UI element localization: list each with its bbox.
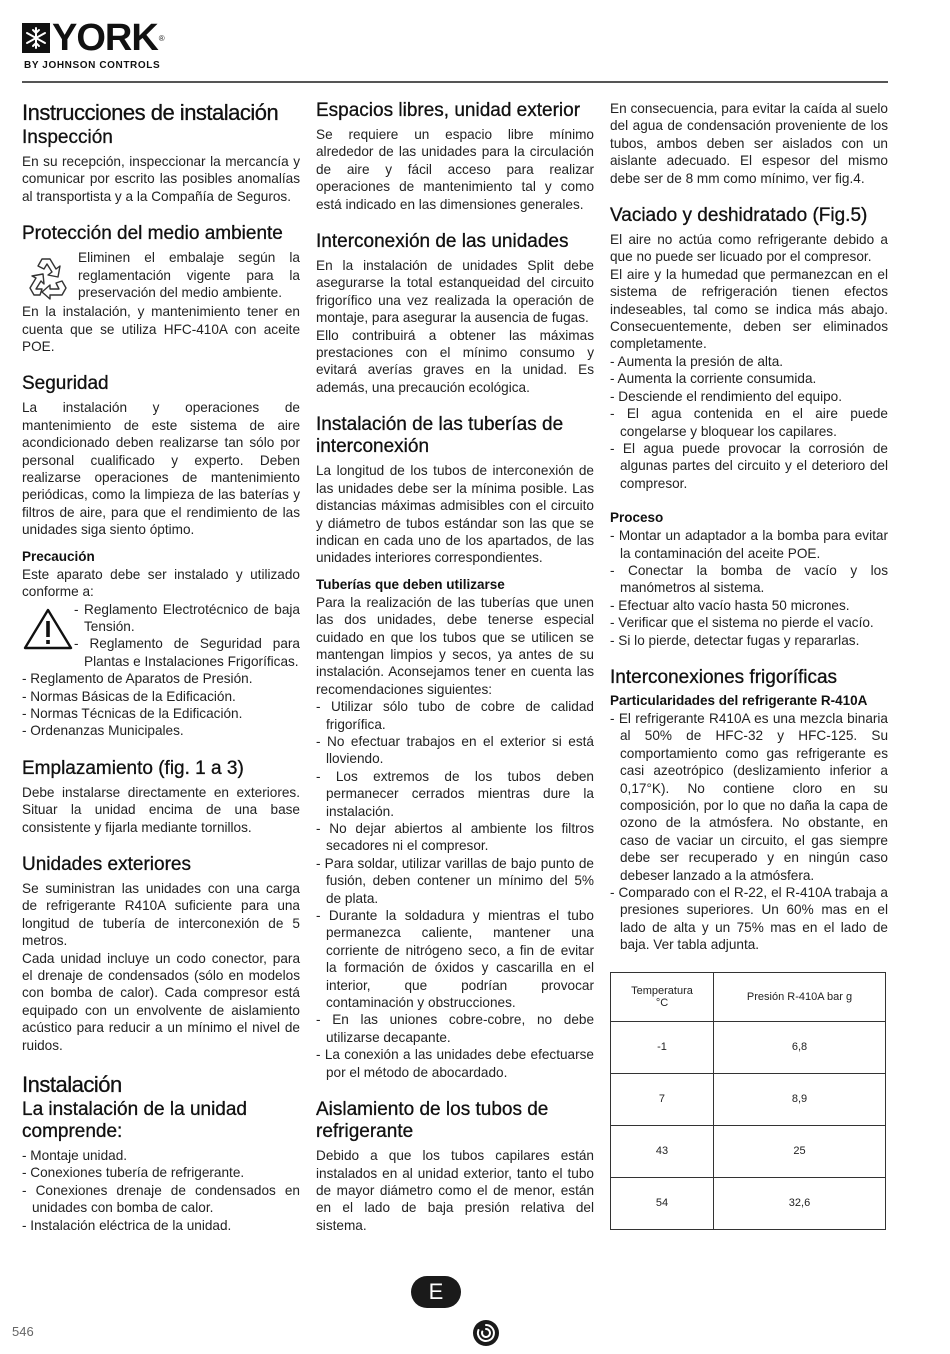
list-item: - Efectuar alto vacío hasta 50 micrones.	[610, 597, 850, 613]
list-item: - Verificar que el sistema no pierde el vacío.	[610, 615, 874, 631]
list-item: - Normas Técnicas de la Edificación.	[22, 705, 243, 721]
column-middle	[316, 100, 594, 1234]
recycle-icon	[22, 251, 74, 303]
paragraph-espacios: Se requiere un espacio libre mínimo alrededor de las unidades para la circulación de aire y fácil acceso para realizar operaciones de mantenimiento tal y como está indicado en las dimensiones generales.	[316, 127, 594, 212]
table-row	[611, 1177, 886, 1229]
list-item: - Normas Básicas de la Edificación.	[22, 688, 236, 704]
paragraph-precaucion: Este aparato debe ser instalado y utilizado conforme a:	[22, 566, 300, 600]
paragraph-proteccion-2: En la instalación, y mantenimiento tener en cuenta que se utiliza HFC-410A con aceite POE.	[22, 304, 300, 355]
paragraph-interconexion-1: En la instalación de unidades Split debe asegurarse la total estanqueidad del circuito frigorífico una vez realizada la operación de montaje, para asegurar la ausencia de fugas.	[316, 258, 594, 326]
section-title-instalacion: Instalación	[22, 1072, 122, 1098]
precaucion-list	[22, 670, 300, 740]
cell-temperature: 54	[611, 1177, 714, 1229]
section-heading-emplazamiento: Emplazamiento (fig. 1 a 3)	[22, 757, 244, 779]
paragraph-unidades-1: Se suministran las unidades con una carga de refrigerante R410A suficiente para una longitud de tubería de interconexión de 5 metros.	[22, 880, 300, 949]
list-item: - Utilizar sólo tubo de cobre de calidad frigorífica.	[316, 699, 594, 732]
precaucion-icon-list	[74, 601, 300, 671]
cell-pressure: 8,9	[713, 1073, 885, 1125]
paragraph-vaciado-2: El aire y la humedad que permanezcan en el sistema de refrigeración tienen efectos indeseables, tal como se indica más abajo. Consecuentemente, deben ser eliminados completamente.	[610, 266, 888, 352]
list-item: - Aumenta la corriente consumida.	[610, 371, 817, 387]
cell-temperature: -1	[611, 1021, 714, 1073]
list-item: - Los extremos de los tubos deben permanecer cerrados mientras dure la instalación.	[316, 768, 594, 819]
list-item: - El agua contenida en el aire puede congelarse y bloquear los capilares.	[610, 406, 888, 439]
list-item: - Conexiones tubería de refrigerante.	[22, 1165, 245, 1181]
list-item: - Para soldar, utilizar varillas de bajo punto de fusión, deben contener un mínimo del 5% de plata.	[316, 855, 594, 906]
section-heading-tuberias: Instalación de las tuberías de interconexión	[316, 414, 564, 458]
vaciado-list	[610, 353, 888, 492]
brand-subtitle: BY JOHNSON CONTROLS	[24, 60, 161, 71]
section-heading-proteccion: Protección del medio ambiente	[22, 223, 283, 245]
cell-pressure: 32,6	[713, 1177, 885, 1229]
list-item: - La conexión a las unidades debe efectuarse por el método de abocardado.	[316, 1047, 594, 1080]
section-heading-frigorificas: Interconexiones frigoríficas	[610, 666, 838, 688]
list-item: - No efectuar trabajos en el exterior si está lloviendo.	[316, 733, 594, 767]
language-badge: E	[411, 1276, 461, 1308]
list-item: - El agua puede provocar la corrosión de algunas partes del circuito y el deterioro del compresor.	[610, 440, 888, 491]
paragraph-aislamiento: Debido a que los tubos capilares están instalados en al unidad exterior, tanto el tubo de mayor diámetro como el de menor, están en el lado de baja presión relativa del sistema.	[316, 1148, 594, 1233]
cell-pressure: 6,8	[713, 1021, 885, 1073]
paragraph-consecuencia: En consecuencia, para evitar la caída al suelo del agua de condensación proveniente de los tubos, ambos deben ser aislados con un aislante adecuado. El espesor del mismo debe ser de 8 mm como mínimo, ver fig.4.	[610, 101, 888, 186]
table-row	[611, 1125, 886, 1177]
section-heading-inspeccion: Inspección	[22, 127, 113, 148]
utilizarse-list	[316, 698, 594, 1081]
list-item: - Instalación eléctrica de la unidad.	[22, 1217, 232, 1233]
list-item: - No dejar abiertos al ambiente los filtros secadores ni el compresor.	[316, 821, 594, 854]
column-right	[610, 100, 888, 1230]
list-item: - Reglamento Electrotécnico de baja Tensión.	[74, 601, 300, 634]
section-heading-comprende: La instalación de la unidad comprende:	[22, 1099, 248, 1143]
list-item: - Aumenta la presión de alta.	[610, 353, 784, 369]
cell-pressure: 25	[713, 1125, 885, 1177]
header-divider	[22, 81, 888, 83]
registered-mark: ®	[158, 33, 165, 43]
list-item: - En las uniones cobre-cobre, no debe utilizarse decapante.	[316, 1012, 594, 1045]
paragraph-interconexion-2: Ello contribuirá a obtener las máximas prestaciones con el mínimo consumo y evitará averías graves en la unidad. Es además, una precaución ecológica.	[316, 327, 594, 395]
list-item: - Durante la soldadura y mientras el tubo permanezca caliente, mantener una corriente de nitrógeno seco, a fin de evitar la formación de óxidos y cascarilla en el interior, que podrían provocar contaminación y obstrucciones.	[316, 908, 594, 1011]
list-item: - Desciende el rendimiento del equipo.	[610, 388, 842, 404]
york-logo	[22, 17, 165, 59]
snowflake-logo-icon	[22, 23, 50, 53]
header-temperature-label: Temperatura	[631, 984, 693, 997]
paragraph-seguridad: La instalación y operaciones de mantenimiento de este sistema de aire acondicionado deben realizarse tan sólo por personal cualificado y experto. Deben realizarse operaciones de mantenimiento periódicas, como la limpieza de las baterías y filtros de aire, para que el rendimiento de las unidades siga siento óptimo.	[22, 400, 300, 538]
paragraph-emplazamiento: Debe instalarse directamente en exteriores. Situar la unidad encima de una base consistente y fijarla mediante tornillos.	[22, 784, 300, 835]
section-heading-seguridad: Seguridad	[22, 373, 109, 395]
list-item: - Ordenanzas Municipales.	[22, 723, 184, 739]
list-item: - El refrigerante R410A es una mezcla binaria al 50% de HFC-32 y HFC-125. Su comportamiento como gas refrigerante es casi azeotrópico (deslizamiento inferior a 0,17°K). No contiene cloro en su composición, por lo que no daña la capa de ozono de la atmósfera. No obstante, en caso de vaciar un circuito, el gas siempre debe ser recuperado y en ningún caso debeser lanzado a la atmósfera.	[610, 710, 888, 883]
list-item: - Reglamento de Seguridad para Plantas e Instalaciones Frigoríficas.	[74, 636, 300, 669]
spiral-icon	[472, 1319, 500, 1347]
warning-triangle-icon	[22, 607, 74, 651]
table-header-row	[611, 972, 886, 1021]
page-title: Instrucciones de instalación	[22, 100, 279, 125]
list-item: - Conexiones drenaje de condensados en unidades con bomba de calor.	[22, 1182, 300, 1216]
section-heading-vaciado: Vaciado y deshidratado (Fig.5)	[610, 205, 868, 227]
paragraph-vaciado-1: El aire no actúa como refrigerante debido a que no puede ser licuado por el compresor.	[610, 232, 888, 265]
proceso-list	[610, 527, 888, 649]
subheading-proceso: Proceso	[610, 510, 664, 526]
page-header	[22, 17, 888, 84]
paragraph-unidades-2: Cada unidad incluye un codo conector, para el drenaje de condensados (sólo en modelos con bomba de calor). Cada compresor está equipado con un envolvente de aislamiento acústico para reducir a un mínimo el nivel de ruidos.	[22, 950, 300, 1053]
list-item: - Montar un adaptador a la bomba para evitar la contaminación del aceite POE.	[610, 528, 888, 561]
table-row	[611, 1021, 886, 1073]
header-pressure: Presión R-410A bar g	[713, 972, 885, 1021]
recycle-block	[22, 249, 300, 303]
warning-block	[22, 601, 300, 671]
header-temperature	[611, 972, 714, 1021]
list-item: - Conectar la bomba de vacío y los manómetros al sistema.	[610, 562, 888, 596]
cell-temperature: 7	[611, 1073, 714, 1125]
paragraph-inspeccion: En su recepción, inspeccionar la mercancía y comunicar por escrito las posibles anomalías al transportista y a la Compañía de Seguros.	[22, 154, 300, 204]
cell-temperature: 43	[611, 1125, 714, 1177]
paragraph-proteccion-1: Eliminen el embalaje según la reglamentación vigente para la preservación del medio ambiente.	[78, 250, 300, 301]
header-temperature-unit: °C	[655, 996, 669, 1009]
column-left	[22, 100, 300, 1234]
paragraph-tuberias: La longitud de los tubos de interconexión de las unidades debe ser la mínima posible. Las distancias máximas admisibles con el circuito y diámetro de tubos estándar son las que se indican en cada uno de los apartados, de las unidades interiores correspondientes.	[316, 463, 594, 566]
pressure-table	[610, 972, 886, 1230]
particularidades-list	[610, 710, 888, 954]
section-heading-unidades: Unidades exteriores	[22, 853, 191, 875]
list-item: - Si lo pierde, detectar fugas y repararlas.	[610, 632, 860, 648]
list-item: - Reglamento de Aparatos de Presión.	[22, 671, 253, 687]
comprende-list	[22, 1147, 300, 1234]
brand-name: YORK	[52, 17, 158, 59]
subheading-utilizarse: Tuberías que deben utilizarse	[316, 576, 505, 592]
list-item: - Comparado con el R-22, el R-410A trabaja a presiones superiores. Un 60% mas en el lado de alta y un 75% mas en el lado de baja. Ver tabla adjunta.	[610, 885, 888, 953]
section-heading-aislamiento: Aislamiento de los tubos de refrigerante	[316, 1099, 549, 1143]
table-row	[611, 1073, 886, 1125]
subheading-particularidades: Particularidades del refrigerante R-410A	[610, 692, 868, 708]
paragraph-utilizarse: Para la realización de las tuberías que unen las dos unidades, debe tenerse especial cuidado en que los tubos que se utilicen se mantengan limpios y secos, ya antes de su instalación. Aconsejamos tener en cuenta las recomendaciones siguientes:	[316, 594, 594, 697]
list-item: - Montaje unidad.	[22, 1148, 128, 1164]
section-heading-interconexion: Interconexión de las unidades	[316, 231, 569, 253]
page-number: 546	[12, 1324, 34, 1339]
subheading-precaucion: Precaución	[22, 548, 95, 564]
section-heading-espacios: Espacios libres, unidad exterior	[316, 100, 581, 121]
